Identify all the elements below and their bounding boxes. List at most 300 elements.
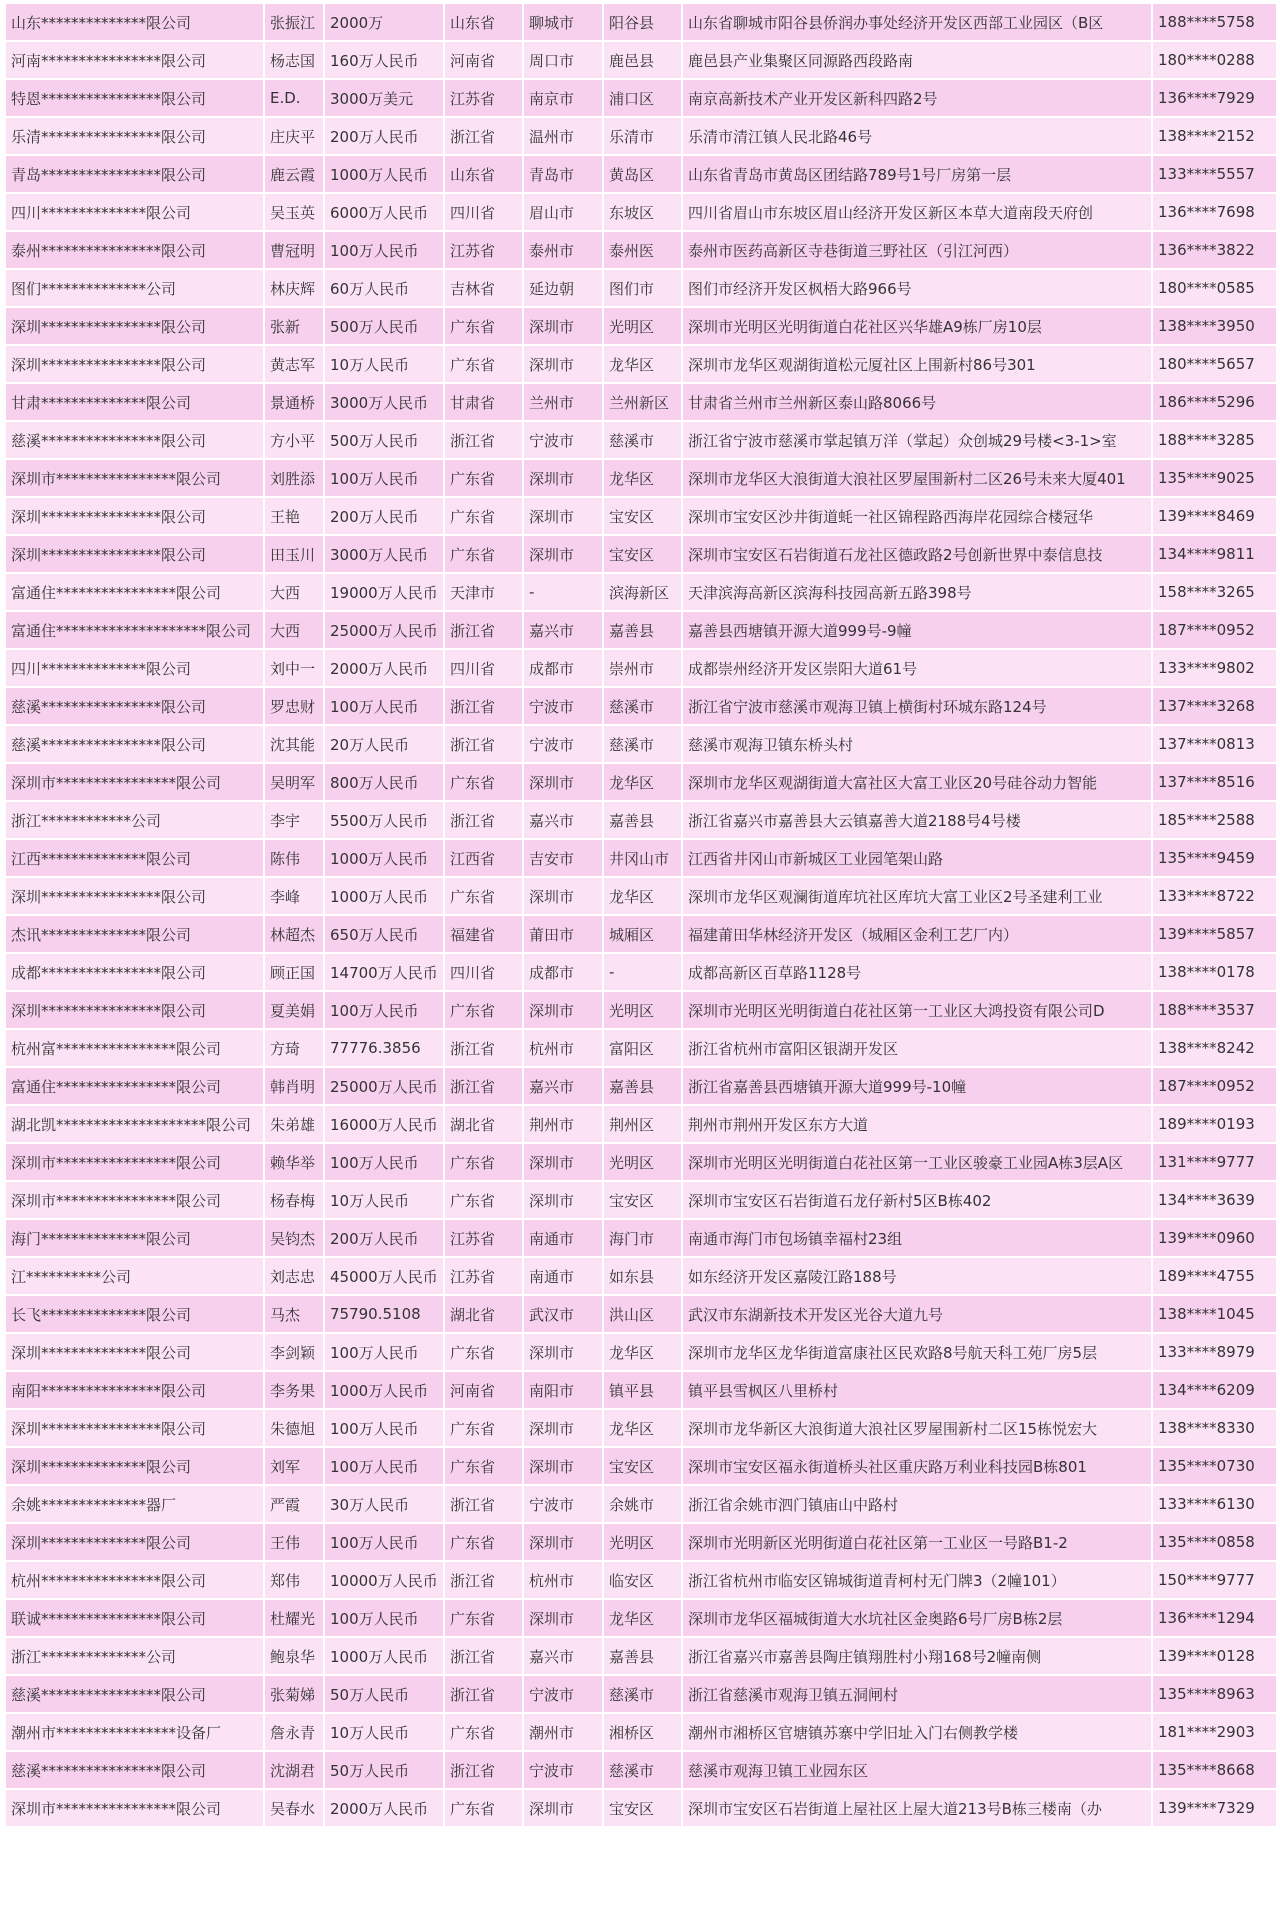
legal-representative-cell: 顾正国 <box>264 953 324 991</box>
province-cell: 浙江省 <box>444 801 523 839</box>
address-cell: 乐清市清江镇人民北路46号 <box>682 117 1152 155</box>
phone-cell: 138****8330 <box>1152 1409 1277 1447</box>
city-cell: 嘉兴市 <box>523 801 603 839</box>
registered-capital-cell: 10万人民币 <box>324 1181 444 1219</box>
phone-cell: 158****3265 <box>1152 573 1277 611</box>
table-row <box>5 611 1277 649</box>
company-name-cell: 成都****************限公司 <box>5 953 264 991</box>
address-cell: 深圳市光明新区光明街道白花社区第一工业区一号路B1-2 <box>682 1523 1152 1561</box>
registered-capital-cell: 10万人民币 <box>324 1713 444 1751</box>
address-cell: 山东省聊城市阳谷县侨润办事处经济开发区西部工业园区（B区 <box>682 3 1152 41</box>
company-name-cell: 富通住****************限公司 <box>5 573 264 611</box>
company-table <box>4 2 1278 1828</box>
legal-representative-cell: 方小平 <box>264 421 324 459</box>
company-name-cell: 慈溪****************限公司 <box>5 421 264 459</box>
district-cell: 泰州医 <box>603 231 682 269</box>
company-name-cell: 慈溪****************限公司 <box>5 687 264 725</box>
table-row <box>5 1181 1277 1219</box>
address-cell: 甘肃省兰州市兰州新区泰山路8066号 <box>682 383 1152 421</box>
city-cell: 潮州市 <box>523 1713 603 1751</box>
phone-cell: 187****0952 <box>1152 611 1277 649</box>
province-cell: 广东省 <box>444 535 523 573</box>
registered-capital-cell: 14700万人民币 <box>324 953 444 991</box>
company-name-cell: 河南****************限公司 <box>5 41 264 79</box>
company-name-cell: 南阳****************限公司 <box>5 1371 264 1409</box>
company-name-cell: 深圳市****************限公司 <box>5 459 264 497</box>
table-row <box>5 307 1277 345</box>
registered-capital-cell: 75790.5108 <box>324 1295 444 1333</box>
address-cell: 深圳市宝安区石岩街道石龙仔新村5区B栋402 <box>682 1181 1152 1219</box>
province-cell: 江苏省 <box>444 79 523 117</box>
district-cell: 嘉善县 <box>603 1637 682 1675</box>
address-cell: 浙江省慈溪市观海卫镇五洞闸村 <box>682 1675 1152 1713</box>
phone-cell: 180****0288 <box>1152 41 1277 79</box>
company-name-cell: 深圳市****************限公司 <box>5 1181 264 1219</box>
table-row <box>5 649 1277 687</box>
company-name-cell: 深圳****************限公司 <box>5 1409 264 1447</box>
legal-representative-cell: 曹冠明 <box>264 231 324 269</box>
district-cell: 城厢区 <box>603 915 682 953</box>
registered-capital-cell: 50万人民币 <box>324 1675 444 1713</box>
phone-cell: 134****9811 <box>1152 535 1277 573</box>
table-row <box>5 1561 1277 1599</box>
table-row <box>5 877 1277 915</box>
address-cell: 深圳市龙华区大浪街道大浪社区罗屋围新村二区26号未来大厦401 <box>682 459 1152 497</box>
city-cell: 宁波市 <box>523 1751 603 1789</box>
company-name-cell: 江西**************限公司 <box>5 839 264 877</box>
address-cell: 深圳市龙华区龙华街道富康社区民欢路8号航天科工苑厂房5层 <box>682 1333 1152 1371</box>
table-row <box>5 1067 1277 1105</box>
district-cell: 龙华区 <box>603 345 682 383</box>
district-cell: 龙华区 <box>603 1333 682 1371</box>
phone-cell: 138****2152 <box>1152 117 1277 155</box>
address-cell: 荆州市荆州开发区东方大道 <box>682 1105 1152 1143</box>
company-name-cell: 深圳****************限公司 <box>5 307 264 345</box>
phone-cell: 135****0730 <box>1152 1447 1277 1485</box>
province-cell: 福建省 <box>444 915 523 953</box>
phone-cell: 133****6130 <box>1152 1485 1277 1523</box>
city-cell: 深圳市 <box>523 307 603 345</box>
registered-capital-cell: 650万人民币 <box>324 915 444 953</box>
address-cell: 鹿邑县产业集聚区同源路西段路南 <box>682 41 1152 79</box>
province-cell: 山东省 <box>444 155 523 193</box>
city-cell: 吉安市 <box>523 839 603 877</box>
registered-capital-cell: 50万人民币 <box>324 1751 444 1789</box>
district-cell: 光明区 <box>603 307 682 345</box>
address-cell: 泰州市医药高新区寺巷街道三野社区（引江河西） <box>682 231 1152 269</box>
city-cell: 深圳市 <box>523 497 603 535</box>
phone-cell: 188****5758 <box>1152 3 1277 41</box>
legal-representative-cell: 夏美娟 <box>264 991 324 1029</box>
city-cell: 南阳市 <box>523 1371 603 1409</box>
company-name-cell: 深圳市****************限公司 <box>5 1789 264 1827</box>
province-cell: 广东省 <box>444 459 523 497</box>
city-cell: 青岛市 <box>523 155 603 193</box>
registered-capital-cell: 200万人民币 <box>324 497 444 535</box>
province-cell: 浙江省 <box>444 725 523 763</box>
registered-capital-cell: 2000万人民币 <box>324 1789 444 1827</box>
registered-capital-cell: 100万人民币 <box>324 1599 444 1637</box>
company-name-cell: 深圳****************限公司 <box>5 497 264 535</box>
registered-capital-cell: 60万人民币 <box>324 269 444 307</box>
city-cell: 宁波市 <box>523 687 603 725</box>
province-cell: 浙江省 <box>444 1637 523 1675</box>
district-cell: 嘉善县 <box>603 801 682 839</box>
legal-representative-cell: 大西 <box>264 611 324 649</box>
district-cell: 龙华区 <box>603 877 682 915</box>
district-cell: 临安区 <box>603 1561 682 1599</box>
address-cell: 天津滨海高新区滨海科技园高新五路398号 <box>682 573 1152 611</box>
table-row <box>5 79 1277 117</box>
legal-representative-cell: 朱德旭 <box>264 1409 324 1447</box>
district-cell: 湘桥区 <box>603 1713 682 1751</box>
registered-capital-cell: 25000万人民币 <box>324 1067 444 1105</box>
province-cell: 广东省 <box>444 877 523 915</box>
table-row <box>5 1447 1277 1485</box>
company-name-cell: 长飞**************限公司 <box>5 1295 264 1333</box>
district-cell: 图们市 <box>603 269 682 307</box>
table-row <box>5 1219 1277 1257</box>
phone-cell: 180****5657 <box>1152 345 1277 383</box>
company-name-cell: 深圳**************限公司 <box>5 1523 264 1561</box>
phone-cell: 138****3950 <box>1152 307 1277 345</box>
company-name-cell: 江**********公司 <box>5 1257 264 1295</box>
district-cell: 黄岛区 <box>603 155 682 193</box>
phone-cell: 139****5857 <box>1152 915 1277 953</box>
address-cell: 深圳市光明区光明街道白花社区兴华雄A9栋厂房10层 <box>682 307 1152 345</box>
address-cell: 福建莆田华林经济开发区（城厢区金利工艺厂内） <box>682 915 1152 953</box>
table-row <box>5 953 1277 991</box>
phone-cell: 134****6209 <box>1152 1371 1277 1409</box>
legal-representative-cell: 李峰 <box>264 877 324 915</box>
phone-cell: 188****3537 <box>1152 991 1277 1029</box>
registered-capital-cell: 25000万人民币 <box>324 611 444 649</box>
registered-capital-cell: 3000万美元 <box>324 79 444 117</box>
legal-representative-cell: 刘军 <box>264 1447 324 1485</box>
district-cell: - <box>603 953 682 991</box>
registered-capital-cell: 19000万人民币 <box>324 573 444 611</box>
city-cell: 深圳市 <box>523 991 603 1029</box>
phone-cell: 135****9025 <box>1152 459 1277 497</box>
phone-cell: 135****0858 <box>1152 1523 1277 1561</box>
address-cell: 浙江省嘉兴市嘉善县大云镇嘉善大道2188号4号楼 <box>682 801 1152 839</box>
company-name-cell: 潮州市****************设备厂 <box>5 1713 264 1751</box>
legal-representative-cell: 鹿云霞 <box>264 155 324 193</box>
phone-cell: 137****0813 <box>1152 725 1277 763</box>
legal-representative-cell: 黄志军 <box>264 345 324 383</box>
city-cell: 深圳市 <box>523 1181 603 1219</box>
address-cell: 浙江省杭州市富阳区银湖开发区 <box>682 1029 1152 1067</box>
province-cell: 四川省 <box>444 193 523 231</box>
province-cell: 甘肃省 <box>444 383 523 421</box>
registered-capital-cell: 2000万 <box>324 3 444 41</box>
district-cell: 兰州新区 <box>603 383 682 421</box>
city-cell: 温州市 <box>523 117 603 155</box>
table-row <box>5 1485 1277 1523</box>
address-cell: 成都高新区百草路1128号 <box>682 953 1152 991</box>
legal-representative-cell: 吴明军 <box>264 763 324 801</box>
registered-capital-cell: 200万人民币 <box>324 117 444 155</box>
company-name-cell: 山东**************限公司 <box>5 3 264 41</box>
table-row <box>5 1713 1277 1751</box>
table-row <box>5 3 1277 41</box>
address-cell: 嘉善县西塘镇开源大道999号-9幢 <box>682 611 1152 649</box>
city-cell: 深圳市 <box>523 1599 603 1637</box>
province-cell: 广东省 <box>444 1409 523 1447</box>
address-cell: 山东省青岛市黄岛区团结路789号1号厂房第一层 <box>682 155 1152 193</box>
legal-representative-cell: 沈湖君 <box>264 1751 324 1789</box>
company-name-cell: 杰讯**************限公司 <box>5 915 264 953</box>
city-cell: 杭州市 <box>523 1561 603 1599</box>
province-cell: 广东省 <box>444 763 523 801</box>
address-cell: 深圳市龙华区观澜街道库坑社区库坑大富工业区2号圣建利工业 <box>682 877 1152 915</box>
district-cell: 宝安区 <box>603 1181 682 1219</box>
district-cell: 洪山区 <box>603 1295 682 1333</box>
province-cell: 广东省 <box>444 1333 523 1371</box>
city-cell: 武汉市 <box>523 1295 603 1333</box>
company-name-cell: 深圳****************限公司 <box>5 535 264 573</box>
table-row <box>5 383 1277 421</box>
company-name-cell: 深圳****************限公司 <box>5 991 264 1029</box>
company-name-cell: 海门**************限公司 <box>5 1219 264 1257</box>
phone-cell: 181****2903 <box>1152 1713 1277 1751</box>
legal-representative-cell: 刘中一 <box>264 649 324 687</box>
table-row <box>5 1371 1277 1409</box>
address-cell: 浙江省宁波市慈溪市观海卫镇上横街村环城东路124号 <box>682 687 1152 725</box>
table-row <box>5 915 1277 953</box>
legal-representative-cell: 大西 <box>264 573 324 611</box>
table-row <box>5 1029 1277 1067</box>
address-cell: 深圳市光明区光明街道白花社区第一工业区骏豪工业园A栋3层A区 <box>682 1143 1152 1181</box>
province-cell: 江苏省 <box>444 231 523 269</box>
district-cell: 慈溪市 <box>603 725 682 763</box>
city-cell: 延边朝 <box>523 269 603 307</box>
registered-capital-cell: 6000万人民币 <box>324 193 444 231</box>
address-cell: 江西省井冈山市新城区工业园笔架山路 <box>682 839 1152 877</box>
table-row <box>5 117 1277 155</box>
district-cell: 光明区 <box>603 1523 682 1561</box>
city-cell: 宁波市 <box>523 421 603 459</box>
table-row <box>5 345 1277 383</box>
table-row <box>5 801 1277 839</box>
province-cell: 江苏省 <box>444 1257 523 1295</box>
city-cell: 深圳市 <box>523 1333 603 1371</box>
registered-capital-cell: 1000万人民币 <box>324 839 444 877</box>
district-cell: 龙华区 <box>603 763 682 801</box>
city-cell: 南通市 <box>523 1257 603 1295</box>
phone-cell: 139****0128 <box>1152 1637 1277 1675</box>
legal-representative-cell: 张新 <box>264 307 324 345</box>
city-cell: 泰州市 <box>523 231 603 269</box>
city-cell: 深圳市 <box>523 535 603 573</box>
province-cell: 天津市 <box>444 573 523 611</box>
district-cell: 慈溪市 <box>603 421 682 459</box>
company-name-cell: 慈溪****************限公司 <box>5 725 264 763</box>
district-cell: 如东县 <box>603 1257 682 1295</box>
legal-representative-cell: 李务果 <box>264 1371 324 1409</box>
address-cell: 镇平县雪枫区八里桥村 <box>682 1371 1152 1409</box>
province-cell: 浙江省 <box>444 687 523 725</box>
province-cell: 广东省 <box>444 497 523 535</box>
company-table-container <box>4 2 1276 1828</box>
district-cell: 乐清市 <box>603 117 682 155</box>
legal-representative-cell: 韩肖明 <box>264 1067 324 1105</box>
district-cell: 宝安区 <box>603 1789 682 1827</box>
phone-cell: 133****8722 <box>1152 877 1277 915</box>
registered-capital-cell: 1000万人民币 <box>324 155 444 193</box>
phone-cell: 133****8979 <box>1152 1333 1277 1371</box>
district-cell: 嘉善县 <box>603 611 682 649</box>
city-cell: 荆州市 <box>523 1105 603 1143</box>
company-name-cell: 深圳****************限公司 <box>5 877 264 915</box>
legal-representative-cell: 吴玉英 <box>264 193 324 231</box>
legal-representative-cell: 鲍泉华 <box>264 1637 324 1675</box>
company-name-cell: 深圳市****************限公司 <box>5 1143 264 1181</box>
district-cell: 龙华区 <box>603 1409 682 1447</box>
table-row <box>5 1295 1277 1333</box>
district-cell: 宝安区 <box>603 535 682 573</box>
province-cell: 河南省 <box>444 41 523 79</box>
address-cell: 深圳市龙华区福城街道大水坑社区金奥路6号厂房B栋2层 <box>682 1599 1152 1637</box>
province-cell: 广东省 <box>444 1143 523 1181</box>
legal-representative-cell: 林超杰 <box>264 915 324 953</box>
legal-representative-cell: 詹永青 <box>264 1713 324 1751</box>
city-cell: 嘉兴市 <box>523 611 603 649</box>
district-cell: 浦口区 <box>603 79 682 117</box>
phone-cell: 136****1294 <box>1152 1599 1277 1637</box>
district-cell: 光明区 <box>603 991 682 1029</box>
phone-cell: 136****7929 <box>1152 79 1277 117</box>
city-cell: 深圳市 <box>523 1143 603 1181</box>
registered-capital-cell: 1000万人民币 <box>324 877 444 915</box>
company-name-cell: 深圳****************限公司 <box>5 345 264 383</box>
province-cell: 浙江省 <box>444 1067 523 1105</box>
table-row <box>5 763 1277 801</box>
province-cell: 广东省 <box>444 1789 523 1827</box>
address-cell: 深圳市龙华区观湖街道大富社区大富工业区20号硅谷动力智能 <box>682 763 1152 801</box>
district-cell: 崇州市 <box>603 649 682 687</box>
registered-capital-cell: 100万人民币 <box>324 231 444 269</box>
company-name-cell: 杭州****************限公司 <box>5 1561 264 1599</box>
district-cell: 宝安区 <box>603 1447 682 1485</box>
table-row <box>5 1751 1277 1789</box>
legal-representative-cell: 王艳 <box>264 497 324 535</box>
phone-cell: 189****4755 <box>1152 1257 1277 1295</box>
registered-capital-cell: 20万人民币 <box>324 725 444 763</box>
address-cell: 南京高新技术产业开发区新科四路2号 <box>682 79 1152 117</box>
address-cell: 如东经济开发区嘉陵江路188号 <box>682 1257 1152 1295</box>
district-cell: 龙华区 <box>603 459 682 497</box>
company-name-cell: 深圳**************限公司 <box>5 1333 264 1371</box>
legal-representative-cell: 杜耀光 <box>264 1599 324 1637</box>
registered-capital-cell: 2000万人民币 <box>324 649 444 687</box>
city-cell: 宁波市 <box>523 1675 603 1713</box>
phone-cell: 139****7329 <box>1152 1789 1277 1827</box>
city-cell: 兰州市 <box>523 383 603 421</box>
province-cell: 江西省 <box>444 839 523 877</box>
legal-representative-cell: E.D. <box>264 79 324 117</box>
province-cell: 广东省 <box>444 1447 523 1485</box>
table-row <box>5 1599 1277 1637</box>
district-cell: 光明区 <box>603 1143 682 1181</box>
table-row <box>5 497 1277 535</box>
registered-capital-cell: 100万人民币 <box>324 991 444 1029</box>
table-row <box>5 1257 1277 1295</box>
province-cell: 浙江省 <box>444 1675 523 1713</box>
city-cell: 深圳市 <box>523 1523 603 1561</box>
city-cell: 南通市 <box>523 1219 603 1257</box>
phone-cell: 188****3285 <box>1152 421 1277 459</box>
province-cell: 湖北省 <box>444 1295 523 1333</box>
district-cell: 井冈山市 <box>603 839 682 877</box>
table-row <box>5 459 1277 497</box>
legal-representative-cell: 杨春梅 <box>264 1181 324 1219</box>
legal-representative-cell: 马杰 <box>264 1295 324 1333</box>
province-cell: 浙江省 <box>444 1029 523 1067</box>
registered-capital-cell: 100万人民币 <box>324 1409 444 1447</box>
address-cell: 浙江省宁波市慈溪市掌起镇万洋（掌起）众创城29号楼<3-1>室 <box>682 421 1152 459</box>
address-cell: 深圳市宝安区石岩街道石龙社区德政路2号创新世界中泰信息技 <box>682 535 1152 573</box>
city-cell: 南京市 <box>523 79 603 117</box>
table-row <box>5 269 1277 307</box>
phone-cell: 135****8668 <box>1152 1751 1277 1789</box>
company-name-cell: 四川**************限公司 <box>5 193 264 231</box>
province-cell: 广东省 <box>444 1181 523 1219</box>
registered-capital-cell: 5500万人民币 <box>324 801 444 839</box>
company-name-cell: 慈溪****************限公司 <box>5 1751 264 1789</box>
legal-representative-cell: 郑伟 <box>264 1561 324 1599</box>
province-cell: 浙江省 <box>444 421 523 459</box>
legal-representative-cell: 刘志忠 <box>264 1257 324 1295</box>
company-name-cell: 联诚****************限公司 <box>5 1599 264 1637</box>
registered-capital-cell: 30万人民币 <box>324 1485 444 1523</box>
registered-capital-cell: 3000万人民币 <box>324 535 444 573</box>
company-name-cell: 浙江**************公司 <box>5 1637 264 1675</box>
registered-capital-cell: 800万人民币 <box>324 763 444 801</box>
city-cell: 深圳市 <box>523 459 603 497</box>
phone-cell: 138****1045 <box>1152 1295 1277 1333</box>
legal-representative-cell: 沈其能 <box>264 725 324 763</box>
phone-cell: 135****8963 <box>1152 1675 1277 1713</box>
company-name-cell: 深圳市****************限公司 <box>5 763 264 801</box>
legal-representative-cell: 李宇 <box>264 801 324 839</box>
city-cell: - <box>523 573 603 611</box>
phone-cell: 134****3639 <box>1152 1181 1277 1219</box>
table-row <box>5 1523 1277 1561</box>
phone-cell: 133****9802 <box>1152 649 1277 687</box>
city-cell: 嘉兴市 <box>523 1067 603 1105</box>
city-cell: 眉山市 <box>523 193 603 231</box>
company-name-cell: 泰州****************限公司 <box>5 231 264 269</box>
district-cell: 海门市 <box>603 1219 682 1257</box>
province-cell: 浙江省 <box>444 117 523 155</box>
legal-representative-cell: 李剑颖 <box>264 1333 324 1371</box>
province-cell: 广东省 <box>444 1523 523 1561</box>
province-cell: 广东省 <box>444 1599 523 1637</box>
company-name-cell: 富通住****************限公司 <box>5 1067 264 1105</box>
company-name-cell: 富通住********************限公司 <box>5 611 264 649</box>
address-cell: 深圳市龙华区观湖街道松元厦社区上围新村86号301 <box>682 345 1152 383</box>
city-cell: 莆田市 <box>523 915 603 953</box>
registered-capital-cell: 1000万人民币 <box>324 1637 444 1675</box>
district-cell: 富阳区 <box>603 1029 682 1067</box>
district-cell: 阳谷县 <box>603 3 682 41</box>
registered-capital-cell: 100万人民币 <box>324 687 444 725</box>
city-cell: 宁波市 <box>523 725 603 763</box>
table-row <box>5 231 1277 269</box>
registered-capital-cell: 100万人民币 <box>324 459 444 497</box>
address-cell: 浙江省嘉善县西塘镇开源大道999号-10幢 <box>682 1067 1152 1105</box>
